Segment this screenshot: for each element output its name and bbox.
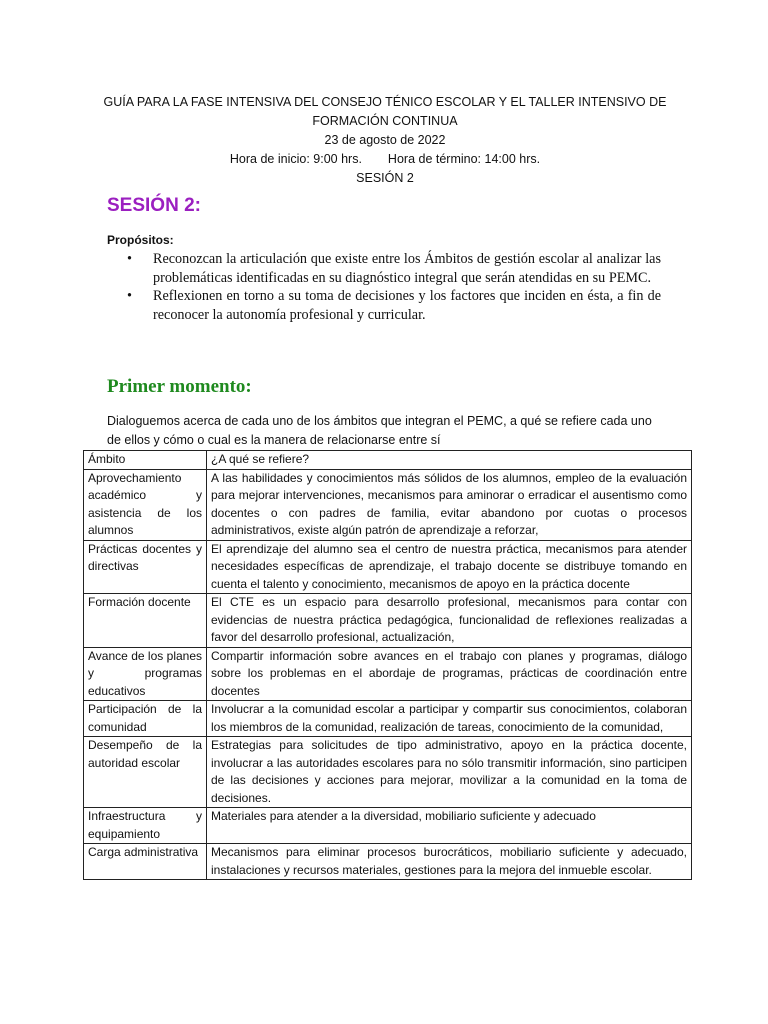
purpose-item (107, 250, 661, 287)
description-cell: El CTE es un espacio para desarrollo profesional, mecanismos para contar con evidencias de nuestra práctica pedagógica, funcionalidad de reflexiones realizadas a favor del desarrollo profesional, actualización, (207, 594, 692, 648)
end-time: Hora de término: 14:00 hrs. (387, 152, 541, 166)
table-row (84, 701, 692, 737)
bullet-icon: • (127, 251, 132, 267)
purpose-text: Reflexionen en torno a su toma de decisiones y los factores que inciden en ésta, a fin de reconocer la autonomía profesional y curricular. (153, 288, 661, 323)
ambito-cell: Participación de la comunidad (84, 701, 207, 737)
ambito-cell: Desempeño de la autoridad escolar (84, 737, 207, 808)
purposes-label: Propósitos: (107, 233, 174, 247)
bullet-icon: • (127, 288, 132, 304)
table-row (84, 808, 692, 844)
description-cell: A las habilidades y conocimientos más sólidos de los alumnos, empleo de la evaluación para mejorar intervenciones, mecanismos para aminorar o erradicar el ausentismo como docentes o con padres de familia, evitar abandono por cuotas o procesos administrativos, existe algún patrón de aprendizaje a reforzar, (207, 469, 692, 540)
header-ambito: Ámbito (84, 451, 207, 470)
ambito-cell: Prácticas docentes y directivas (84, 540, 207, 594)
table-row (84, 594, 692, 648)
document-header (90, 93, 680, 188)
ambito-cell: Infraestructura y equipamiento (84, 808, 207, 844)
description-cell: El aprendizaje del alumno sea el centro de nuestra práctica, mecanismos para atender necesidades específicas de aprendizaje, el trabajo docente se distribuye tomando en cuenta el talento y conocimiento, mecanismos de apoyo en la práctica docente (207, 540, 692, 594)
ambito-cell: Formación docente (84, 594, 207, 648)
table-row (84, 647, 692, 701)
header-date: 23 de agosto de 2022 (324, 133, 446, 147)
description-cell: Compartir información sobre avances en el trabajo con planes y programas, diálogo sobre los problemas en el abordaje de programas, prácticas de coordinación entre docentes (207, 647, 692, 701)
session-title: SESIÓN 2: (107, 195, 201, 216)
header-title-line-2: FORMACIÓN CONTINUA (312, 114, 458, 128)
start-time: Hora de inicio: 9:00 hrs. (229, 152, 362, 166)
description-cell: Materiales para atender a la diversidad, mobiliario suficiente y adecuado (207, 808, 692, 844)
table-row (84, 540, 692, 594)
ambito-cell: Carga administrativa (84, 844, 207, 880)
table-row (84, 469, 692, 540)
purpose-text: Reconozcan la articulación que existe entre los Ámbitos de gestión escolar al analizar las problemáticas identificadas en su diagnóstico integral que serán atendidas en su PEMC. (153, 251, 661, 286)
ambito-cell: Aprovechamiento académico y asistencia de los alumnos (84, 469, 207, 540)
moment-title: Primer momento: (107, 376, 252, 397)
table-header-row (84, 451, 692, 470)
ambito-cell: Avance de los planes y programas educativos (84, 647, 207, 701)
description-cell: Mecanismos para eliminar procesos burocráticos, mobiliario suficiente y adecuado, instalaciones y recursos materiales, gestiones para la mejora del inmueble escolar. (207, 844, 692, 880)
header-times (90, 150, 680, 169)
description-cell: Estrategias para solicitudes de tipo administrativo, apoyo en la práctica docente, involucrar a las autoridades escolares para no sólo transmitir información, sino participen de las decisiones y acciones para mejorar, movilizar a la comunidad en la toma de decisiones. (207, 737, 692, 808)
purpose-item (107, 287, 661, 324)
header-refiere: ¿A qué se refiere? (207, 451, 692, 470)
purposes-list (107, 250, 661, 324)
ambitos-table (83, 450, 692, 880)
table-row (84, 737, 692, 808)
table-row (84, 844, 692, 880)
header-session: SESIÓN 2 (356, 171, 414, 185)
description-cell: Involucrar a la comunidad escolar a participar y compartir sus conocimientos, colaboran los miembros de la comunidad, realización de tareas, conocimiento de la comunidad, (207, 701, 692, 737)
header-title-line-1: GUÍA PARA LA FASE INTENSIVA DEL CONSEJO TÉNICO ESCOLAR Y EL TALLER INTENSIVO DE (103, 95, 667, 109)
intro-paragraph: Dialoguemos acerca de cada uno de los ámbitos que integran el PEMC, a qué se refiere cada uno de ellos y cómo o cual es la manera de relacionarse entre sí (107, 414, 652, 447)
